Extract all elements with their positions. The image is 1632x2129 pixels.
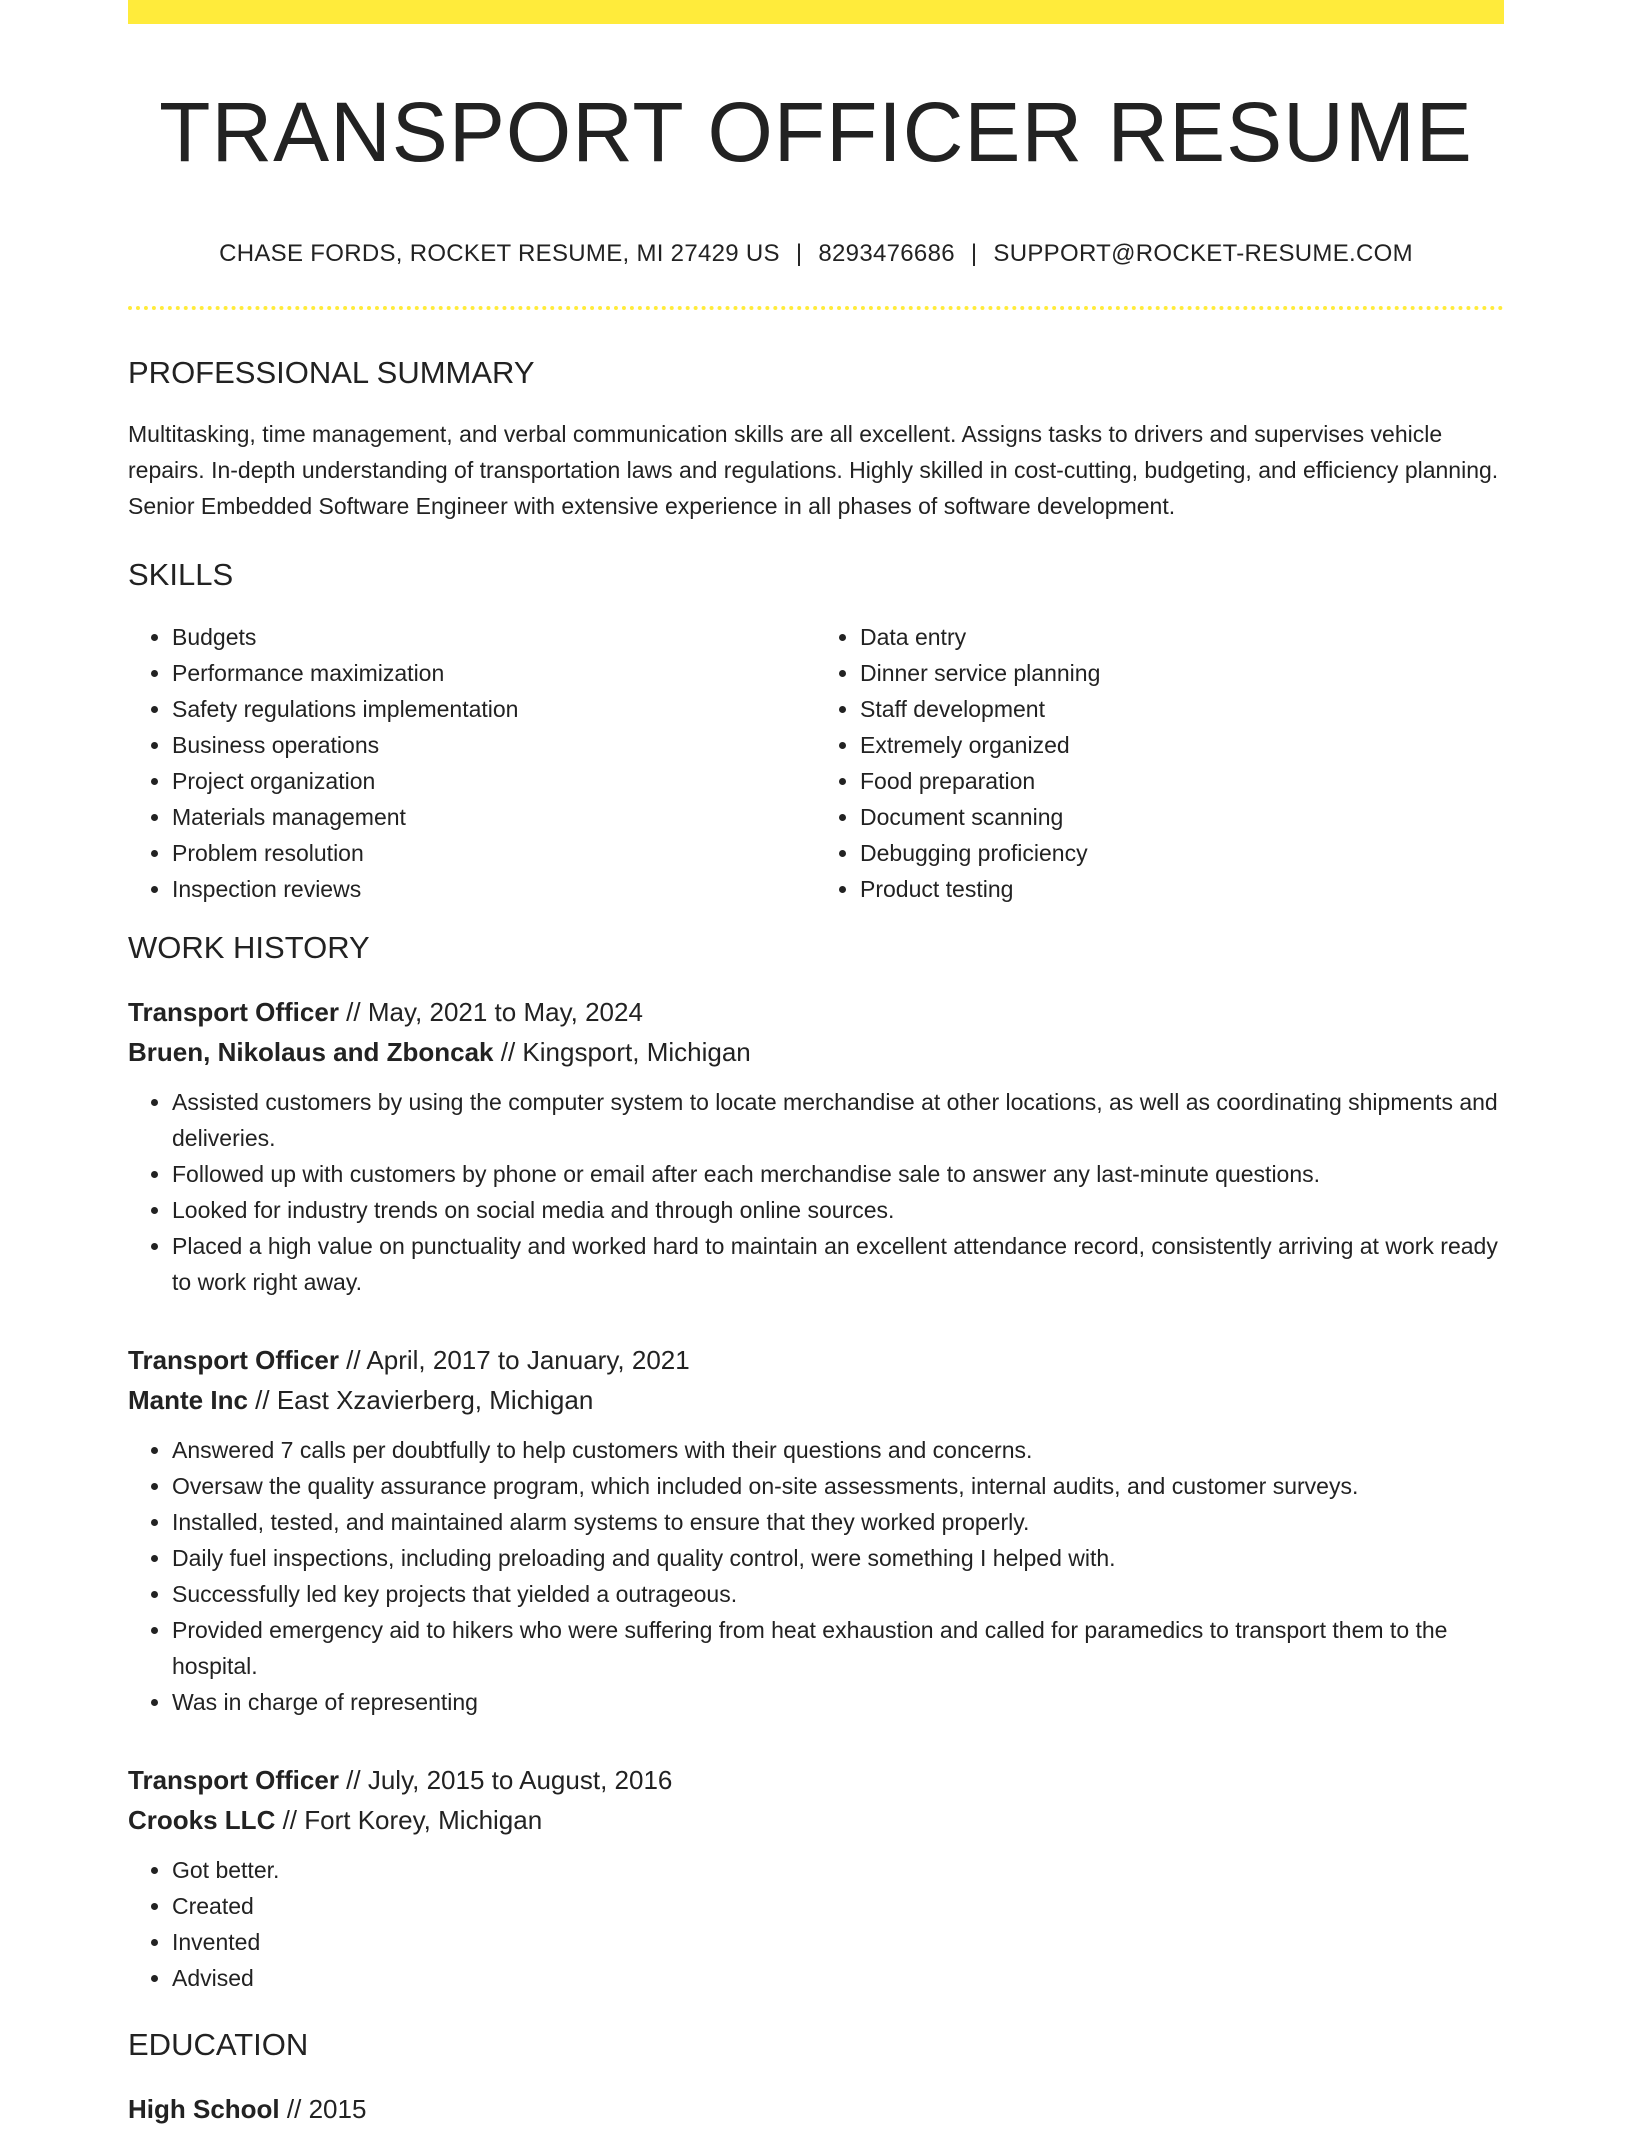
job-dates: // May, 2021 to May, 2024 (346, 996, 643, 1027)
job-bullet: • Followed up with customers by phone or email after each merchandise sale to answer any last-minute questions. (172, 1156, 1504, 1192)
job-bullet: • Created (172, 1888, 1504, 1924)
summary-text: Multitasking, time management, and verbal communication skills are all excellent. Assigns tasks to drivers and supervises vehicle repairs. In-depth understanding of transportation laws and regulations. Highly skilled in cost-cutting, budgeting, and efficiency planning. Senior Embedded Software Engineer with extensive experience in all phases of software development. (128, 420, 1499, 519)
skill-item: • Staff development (860, 691, 1504, 727)
work-history-heading: WORK HISTORY (128, 929, 370, 965)
job-title-line (128, 992, 1504, 1032)
contact-separator: | (795, 240, 803, 268)
contact-separator: | (970, 240, 978, 268)
contact-line (128, 240, 1504, 268)
summary-heading: PROFESSIONAL SUMMARY (128, 355, 535, 391)
job-bullet: • Installed, tested, and maintained alarm systems to ensure that they worked properly. (172, 1504, 1504, 1540)
contact-email: SUPPORT@ROCKET-RESUME.COM (993, 240, 1413, 268)
job-bullet: • Oversaw the quality assurance program, which included on-site assessments, internal audits, and customer surveys. (172, 1468, 1504, 1504)
skill-item: • Safety regulations implementation (172, 691, 816, 727)
skills-columns (128, 619, 1504, 907)
job-bullet: • Was in charge of representing (172, 1684, 1504, 1720)
skill-item: • Budgets (172, 619, 816, 655)
job-bullet: • Looked for industry trends on social media and through online sources. (172, 1192, 1504, 1228)
job-entry (128, 1760, 1504, 1996)
job-entry (128, 992, 1504, 1300)
skills-heading: SKILLS (128, 556, 234, 592)
job-bullets (128, 1432, 1504, 1720)
skill-item: • Dinner service planning (860, 655, 1504, 691)
job-title-line (128, 1340, 1504, 1380)
skill-item: • Product testing (860, 871, 1504, 907)
skill-item: • Materials management (172, 799, 816, 835)
skill-item: • Performance maximization (172, 655, 816, 691)
job-title: Transport Officer (128, 996, 339, 1027)
job-location: // East Xzavierberg, Michigan (255, 1384, 594, 1415)
skill-item: • Business operations (172, 727, 816, 763)
job-bullet: • Invented (172, 1924, 1504, 1960)
job-company: Mante Inc (128, 1384, 248, 1415)
job-company-line (128, 1380, 1504, 1420)
job-company-line (128, 1032, 1504, 1072)
top-accent-bar (128, 0, 1504, 24)
job-bullet: • Placed a high value on punctuality and worked hard to maintain an excellent attendance record, consistently arriving at work ready to work right away. (172, 1228, 1504, 1300)
job-location: // Kingsport, Michigan (500, 1036, 751, 1067)
job-title: Transport Officer (128, 1344, 339, 1375)
education-year: // 2015 (286, 2094, 367, 2125)
skill-item: • Document scanning (860, 799, 1504, 835)
skill-item: • Extremely organized (860, 727, 1504, 763)
job-bullet: • Advised (172, 1960, 1504, 1996)
contact-address: CHASE FORDS, ROCKET RESUME, MI 27429 US (219, 240, 780, 268)
job-title: Transport Officer (128, 1764, 339, 1795)
skill-item: • Problem resolution (172, 835, 816, 871)
job-bullet: • Answered 7 calls per doubtfully to help customers with their questions and concerns. (172, 1432, 1504, 1468)
skills-list-left (128, 619, 816, 907)
education-heading: EDUCATION (128, 2026, 309, 2062)
skills-list-right (816, 619, 1504, 907)
job-company-line (128, 1800, 1504, 1840)
contact-phone: 8293476686 (818, 240, 955, 268)
skill-item: • Inspection reviews (172, 871, 816, 907)
job-dates: // July, 2015 to August, 2016 (346, 1764, 673, 1795)
skill-item: • Debugging proficiency (860, 835, 1504, 871)
resume-title: TRANSPORT OFFICER RESUME (159, 85, 1473, 179)
job-dates: // April, 2017 to January, 2021 (346, 1344, 690, 1375)
job-bullet: • Daily fuel inspections, including preloading and quality control, were something I helped with. (172, 1540, 1504, 1576)
job-bullets (128, 1084, 1504, 1300)
job-company: Crooks LLC (128, 1804, 276, 1835)
skill-item: • Data entry (860, 619, 1504, 655)
job-title-line (128, 1760, 1504, 1800)
education-entry (128, 2089, 1504, 2129)
education-degree: High School (128, 2094, 280, 2125)
skill-item: • Project organization (172, 763, 816, 799)
job-company: Bruen, Nikolaus and Zboncak (128, 1036, 494, 1067)
job-entry (128, 1340, 1504, 1720)
job-bullet: • Assisted customers by using the computer system to locate merchandise at other locations, as well as coordinating shipments and deliveries. (172, 1084, 1504, 1156)
job-location: // Fort Korey, Michigan (282, 1804, 543, 1835)
job-bullet: • Got better. (172, 1852, 1504, 1888)
dotted-divider (128, 306, 1504, 310)
job-bullet: • Provided emergency aid to hikers who were suffering from heat exhaustion and called for paramedics to transport them to the hospital. (172, 1612, 1504, 1684)
skill-item: • Food preparation (860, 763, 1504, 799)
resume-page (128, 0, 1504, 2129)
job-bullets (128, 1852, 1504, 1996)
job-bullet: • Successfully led key projects that yielded a outrageous. (172, 1576, 1504, 1612)
